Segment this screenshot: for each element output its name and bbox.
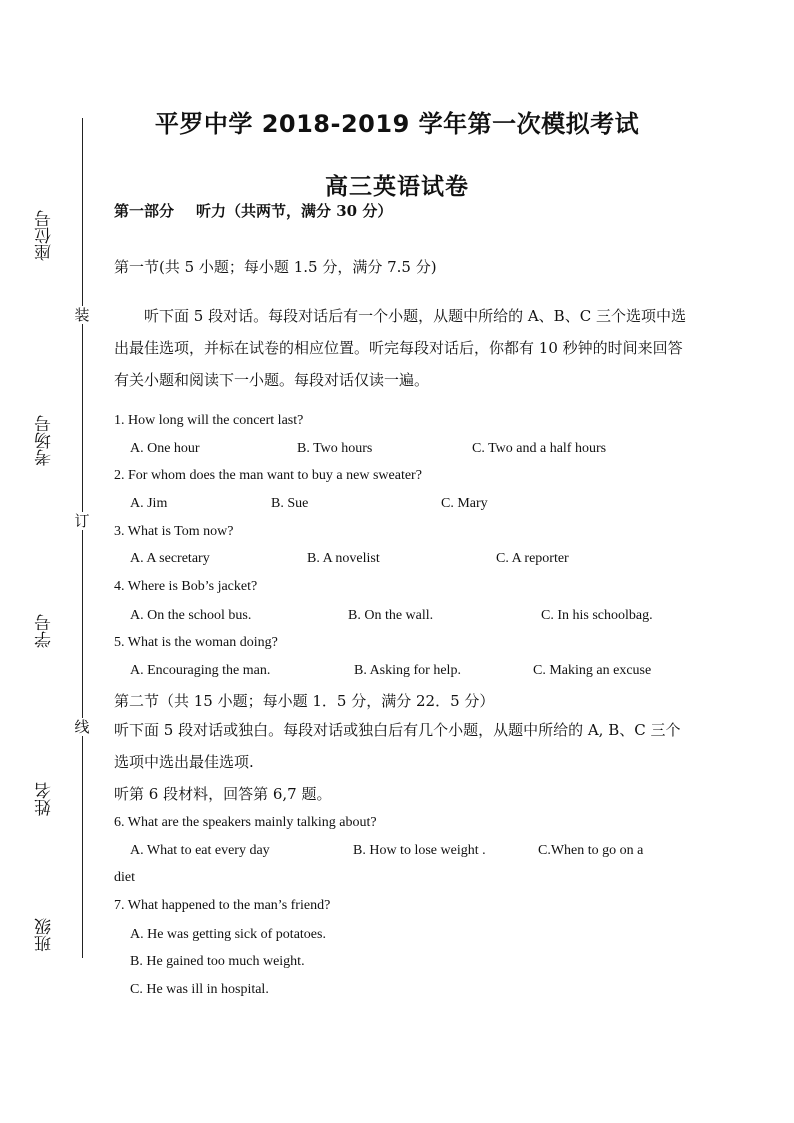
q3-option-a: A. A secretary: [130, 551, 210, 566]
section1-instruction: 听下面 5 段对话。每段对话后有一个小题，从题中所给的 A、B、C 三个选项中选出最佳选项，并标在试卷的相应位置。听完每段对话后，你都有 10 秒钟的时间来回答有关小题和阅读下一小题。每段对话仅读一遍。: [114, 307, 686, 389]
exam-room-label: 考场号: [35, 415, 55, 466]
q4-option-c: C. In his schoolbag.: [541, 608, 653, 623]
question-7: 7. What happened to the man’s friend?: [114, 898, 331, 913]
exam-title: 平罗中学 2018-2019 学年第一次模拟考试: [154, 110, 640, 138]
q2-option-c: C. Mary: [441, 496, 488, 511]
q5-option-c: C. Making an excuse: [533, 663, 652, 678]
question-5: 5. What is the woman doing?: [114, 635, 278, 650]
q3-option-b: B. A novelist: [307, 551, 380, 566]
question-6: 6. What are the speakers mainly talking about?: [114, 815, 377, 830]
q2-option-b: B. Sue: [271, 496, 309, 511]
section2-instruction: 听下面 5 段对话或独白。每段对话或独白后有几个小题，从题中所给的 A, B、C 三个选项中选出最佳选项.: [114, 721, 681, 771]
part1-title: 听力（共两节，满分 30 分）: [196, 202, 393, 220]
name-label: 姓名: [35, 782, 55, 816]
student-number-label: 学号: [35, 614, 55, 648]
q4-option-a: A. On the school bus.: [130, 608, 252, 623]
q4-option-b: B. On the wall.: [348, 608, 434, 623]
section1-header: 第一节(共 5 小题；每小题 1.5 分，满分 7.5 分): [114, 258, 437, 276]
binding-char-xian: 线: [74, 718, 90, 736]
part1-label: 第一部分: [114, 202, 175, 220]
q7-option-a: A. He was getting sick of potatoes.: [130, 927, 326, 942]
question-3: 3. What is Tom now?: [114, 524, 234, 539]
part1-heading: [114, 200, 392, 221]
q1-option-a: A. One hour: [130, 441, 200, 456]
q6-option-a: A. What to eat every day: [130, 843, 270, 858]
question-4: 4. Where is Bob’s jacket?: [114, 579, 258, 594]
q6-option-c-continued: diet: [114, 870, 135, 885]
question-2: 2. For whom does the man want to buy a new sweater?: [114, 468, 422, 483]
q5-option-b: B. Asking for help.: [354, 663, 461, 678]
q1-option-c: C. Two and a half hours: [472, 441, 607, 456]
q2-option-a: A. Jim: [130, 496, 168, 511]
binding-char-ding: 订: [74, 512, 90, 530]
q7-option-b: B. He gained too much weight.: [130, 954, 305, 969]
q7-option-c: C. He was ill in hospital.: [130, 982, 269, 997]
q6-option-b: B. How to lose weight .: [353, 843, 486, 858]
question-1: 1. How long will the concert last?: [114, 413, 304, 428]
material-6-note: 听第 6 段材料，回答第 6,7 题。: [114, 785, 332, 803]
class-label: 班级: [35, 918, 55, 952]
section2-header: 第二节（共 15 小题；每小题 1．5 分，满分 22．5 分）: [114, 692, 495, 710]
q5-option-a: A. Encouraging the man.: [130, 663, 271, 678]
q6-option-c: C.When to go on a: [538, 843, 644, 858]
q3-option-c: C. A reporter: [496, 551, 569, 566]
binding-line: [82, 118, 83, 958]
exam-subtitle: 高三英语试卷: [325, 174, 469, 200]
seat-number-label: 座位号: [35, 210, 55, 261]
q1-option-b: B. Two hours: [297, 441, 373, 456]
binding-char-zhuang: 装: [74, 306, 90, 324]
